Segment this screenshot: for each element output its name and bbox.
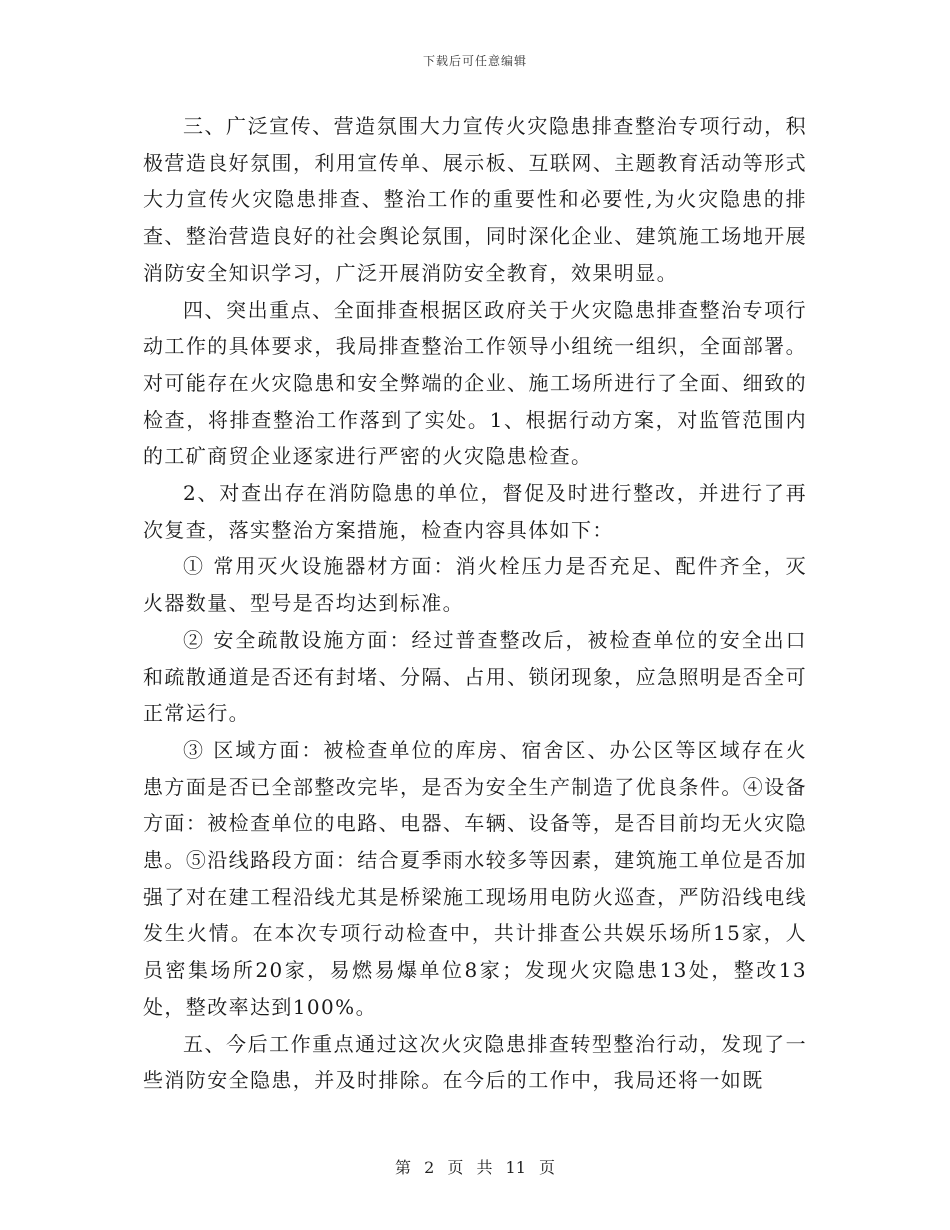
page-header-note: 下载后可任意编辑 — [422, 54, 527, 68]
paragraph-rectification: 2、对查出存在消防隐患的单位，督促及时进行整改，并进行了再次复查，落实整治方案措施，检查内容具体如下： — [143, 481, 807, 542]
paragraph-item-fire-equipment: ① 常用灭火设施器材方面：消火栓压力是否充足、配件齐全，灭火器数量、型号是否均达到标准。 — [143, 554, 807, 616]
document-body — [143, 108, 807, 1099]
paragraph-key-inspection: 四、突出重点、全面排查根据区政府关于火灾隐患排查整治专项行动工作的具体要求，我局排查整治工作领导小组统一组织，全面部署。对可能存在火灾隐患和安全弊端的企业、施工场所进行了全面、细致的检查，将排查整治工作落到了实处。1、根据行动方案，对监管范围内的工矿商贸企业逐家进行严密的火灾隐患检查。 — [143, 297, 807, 469]
page-number-footer: 第 2 页 共 11 页 — [395, 1158, 555, 1177]
paragraph-future-work: 五、今后工作重点通过这次火灾隐患排查转型整治行动，发现了一些消防安全隐患，并及时排除。在今后的工作中，我局还将一如既 — [143, 1031, 807, 1093]
paragraph-item-evacuation: ② 安全疏散设施方面：经过普查整改后，被检查单位的安全出口和疏散通道是否还有封堵、分隔、占用、锁闭现象，应急照明是否全可正常运行。 — [143, 627, 807, 726]
paragraph-publicity: 三、广泛宣传、营造氛围大力宣传火灾隐患排查整治专项行动，积极营造良好氛围，利用宣传单、展示板、互联网、主题教育活动等形式大力宣传火灾隐患排查、整治工作的重要性和必要性,为火灾隐患的排查、整治营造良好的社会舆论氛围，同时深化企业、建筑施工场地开展消防安全知识学习，广泛开展消防安全教育，效果明显。 — [143, 114, 807, 285]
paragraph-item-areas: ③ 区域方面：被检查单位的库房、宿舍区、办公区等区域存在火患方面是否已全部整改完毕，是否为安全生产制造了优良条件。④设备方面：被检查单位的电路、电器、车辆、设备等，是否目前均无火灾隐患。⑤沿线路段方面：结合夏季雨水较多等因素，建筑施工单位是否加强了对在建工程沿线尤其是桥梁施工现场用电防火巡查，严防沿线电线发生火情。在本次专项行动检查中，共计排查公共娱乐场所15家，人员密集场所20家，易燃易爆单位8家；发现火灾隐患13处，整改13处，整改率达到100%。 — [143, 737, 807, 1019]
